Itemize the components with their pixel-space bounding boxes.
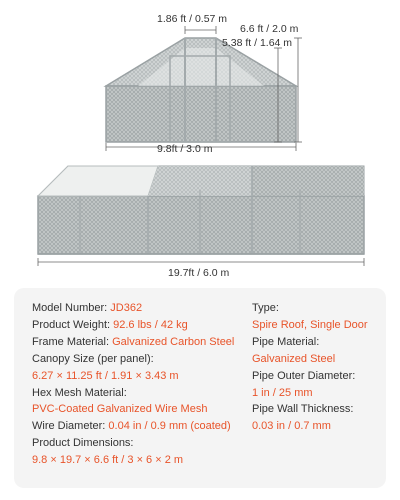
specs-right-column xyxy=(252,300,392,435)
spec-label: Pipe Material: xyxy=(252,335,320,348)
spec-value: 6.27 × 11.25 ft / 1.91 × 3.43 m xyxy=(32,369,179,382)
spec-label: Product Weight: xyxy=(32,318,114,331)
spec-row xyxy=(32,401,244,418)
spec-row xyxy=(32,452,244,469)
spec-row xyxy=(32,418,244,435)
spec-value: Spire Roof, Single Door xyxy=(252,318,368,331)
spec-row xyxy=(252,418,392,435)
spec-row xyxy=(252,317,392,334)
height-label: 6.6 ft / 2.0 m xyxy=(240,23,299,35)
spec-value: PVC-Coated Galvanized Wire Mesh xyxy=(32,403,208,416)
specs-left-column xyxy=(32,300,244,469)
spec-row xyxy=(252,334,392,351)
spec-label: Canopy Size (per panel): xyxy=(32,352,154,365)
spec-row xyxy=(252,385,392,402)
spec-value: Galvanized Steel xyxy=(252,352,336,365)
spec-label: Model Number: xyxy=(32,302,111,314)
bottom-dimension-line xyxy=(38,258,364,266)
spec-value: 0.03 in / 0.7 mm xyxy=(252,420,331,433)
spec-label: Product Dimensions: xyxy=(32,437,134,450)
eave-height-label: 5.38 ft / 1.64 m xyxy=(222,37,293,49)
canopy-cover xyxy=(38,166,158,196)
spec-value: 92.6 lbs / 42 kg xyxy=(113,318,188,331)
roof-width-label: 1.86 ft / 0.57 m xyxy=(157,13,228,25)
spec-row xyxy=(252,300,392,317)
spec-value: Galvanized Carbon Steel xyxy=(112,335,235,348)
spec-value: JD362 xyxy=(110,302,143,314)
spec-row xyxy=(32,317,244,334)
spec-row xyxy=(32,334,244,351)
spec-row xyxy=(32,368,244,385)
length-label: 19.7ft / 6.0 m xyxy=(168,267,230,279)
perspective-view-coop xyxy=(38,166,364,254)
spec-row xyxy=(32,435,244,452)
spec-row xyxy=(252,401,392,418)
spec-value: 1 in / 25 mm xyxy=(252,386,313,399)
spec-label: Pipe Outer Diameter: xyxy=(252,369,356,382)
spec-label: Pipe Wall Thickness: xyxy=(252,403,354,416)
spec-label: Frame Material: xyxy=(32,335,113,348)
spec-label: Type: xyxy=(252,302,279,314)
spec-row xyxy=(32,351,244,368)
width-label: 9.8ft / 3.0 m xyxy=(157,143,213,155)
spec-row xyxy=(252,351,392,368)
spec-row xyxy=(32,385,244,402)
spec-value: 9.8 × 19.7 × 6.6 ft / 3 × 6 × 2 m xyxy=(32,454,184,467)
spec-row xyxy=(252,368,392,385)
spec-row xyxy=(32,300,244,317)
spec-label: Wire Diameter: xyxy=(32,420,109,433)
front-view-coop xyxy=(106,38,296,142)
spec-label: Hex Mesh Material: xyxy=(32,386,127,399)
spec-value: 0.04 in / 0.9 mm (coated) xyxy=(108,420,231,433)
